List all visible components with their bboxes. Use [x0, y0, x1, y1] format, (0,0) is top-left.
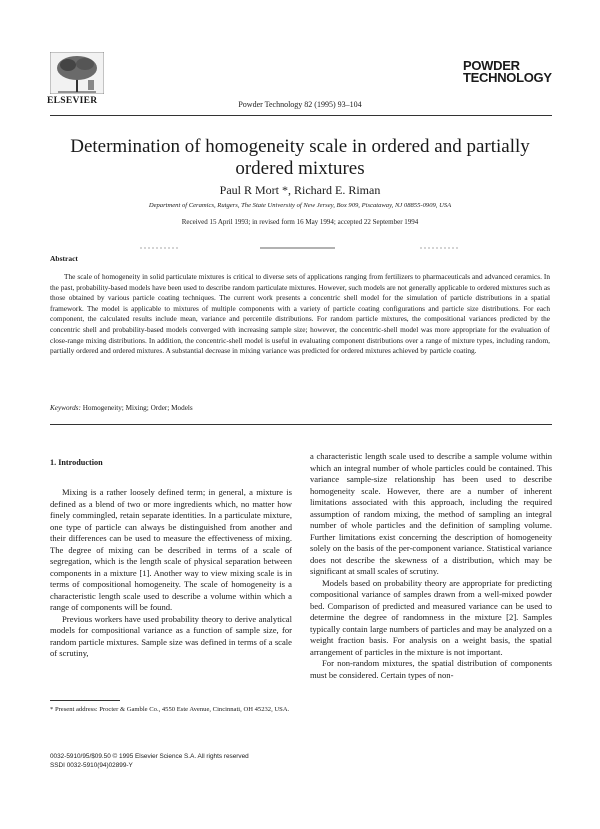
elsevier-tree-logo [50, 52, 104, 94]
paragraph: Models based on probability theory are appropriate for predicting compositional variance of samples drawn from a well-mixed powder bed. Comparison of predicted and measured variance can be used to determine the degree of randomness in the mixture [2]. Samples typically contain large numbers of particles and may be analyzed on a weight fraction basis. For analysis on a weight basis, the spatial arrangement of particles in the mixture is not important. [310, 577, 552, 657]
footnote: * Present address: Procter & Gamble Co., 4550 Este Avenue, Cincinnati, OH 45232, USA. [50, 706, 290, 713]
title-divider [120, 240, 480, 250]
abstract-heading: Abstract [50, 254, 78, 263]
keywords-list: Homogeneity; Mixing; Order; Models [82, 404, 193, 412]
footnote-divider [50, 700, 120, 701]
abstract-divider [50, 424, 552, 425]
article-authors: Paul R Mort *, Richard E. Riman [219, 183, 381, 197]
copyright-line: 0032-5910/95/$09.50 © 1995 Elsevier Science S.A. All rights reserved [50, 753, 249, 760]
journal-logo [463, 60, 553, 84]
paragraph: a characteristic length scale used to describe a sample volume within which an integral number of whole particles could be contained. This variance sample-size relationship has been used to describe homogeneity scale. However, there are a number of inherent limitations associated with this approach, including the required assumption of random mixing, the method of sampling an integral number of whole particles and the definition of sampling volume. Further limitations exist concerning the description of homogeneity solely on the basis of the per-component variance. Statistical variance does not describe the skewness of a distribution, which may be significant at small scales of scrutiny. [310, 451, 552, 576]
paragraph: Previous workers have used probability theory to derive analytical models for compositional variance as a function of sample size, for random particle mixtures. Sample size was defined in terms of a scale of scrutiny, [50, 613, 292, 658]
paragraph: For non-random mixtures, the spatial distribution of components must be considered. Certain types of non- [310, 658, 552, 680]
header-divider [50, 115, 552, 116]
abstract-text: The scale of homogeneity in solid particulate mixtures is critical to diverse sets of applications ranging from fertilizers to pharmaceuticals and advanced ceramics. In the past, probability-based models have been used to describe random particulate mixtures. However, such models are not generally applicable to ordered mixtures such as those obtained by various particle coating techniques. The current work presents a concentric shell model for the simulation of particle distributions in a spatial framework. The model is applicable to mixtures of multiple components with a variety of particle coating configurations and particle size distributions. For each component, the calculated results include mean, variance and percentile distributions. For random particle mixtures, the compositional variances predicted by the concentric shell and probability-based models converged with increasing sample size; however, the concentric-shell model was more appropriate for the evaluation of close-range mixing distributions. In addition, the concentric-shell model is useful in evaluating component distributions over a range of mixture types, including random, partially ordered and ordered mixtures. A substantial decrease in mixing variance was predicted for ordered mixtures achieved by particle coating. [50, 272, 550, 356]
article-title: Determination of homogeneity scale in ordered and partially ordered mixtures [70, 136, 530, 179]
publisher-wordmark: ELSEVIER [47, 96, 98, 106]
journal-logo-line-2: TECHNOLOGY [463, 70, 552, 85]
section-heading: 1. Introduction [50, 458, 103, 467]
left-column [50, 487, 292, 660]
keywords-label: Keywords: [50, 404, 81, 412]
ssdi-line: SSDI 0032-5910(94)02899-Y [50, 762, 133, 769]
paragraph: Mixing is a rather loosely defined term; in general, a mixture is defined as a blend of two or more ingredients which, no matter how finely commingled, retain separate identities. In a particulate mixture, one type of particle can always be distinguished from another and their differences can be used to measure the effectiveness of mixing. The degree of mixing can be described in terms of a scale of segregation, which is the length scale of physical separation between components in a mixture [1]. Another way to view mixing scale is in terms of compositional homogeneity. The scale of homogeneity is a characteristic length scale used to describe a volume within which a range of components will be found. [50, 487, 292, 612]
copyright-block [50, 752, 249, 770]
author-affiliation: Department of Ceramics, Rutgers, The State University of New Jersey, Box 909, Piscataway, NJ 08855-0909, USA [148, 202, 452, 209]
journal-citation: Powder Technology 82 (1995) 93–104 [238, 100, 362, 109]
journal-logo-line-1: POWDER [463, 58, 520, 73]
received-dates: Received 15 April 1993; in revised form 16 May 1994; accepted 22 September 1994 [181, 218, 419, 226]
keywords [50, 404, 193, 412]
right-column [310, 451, 552, 681]
